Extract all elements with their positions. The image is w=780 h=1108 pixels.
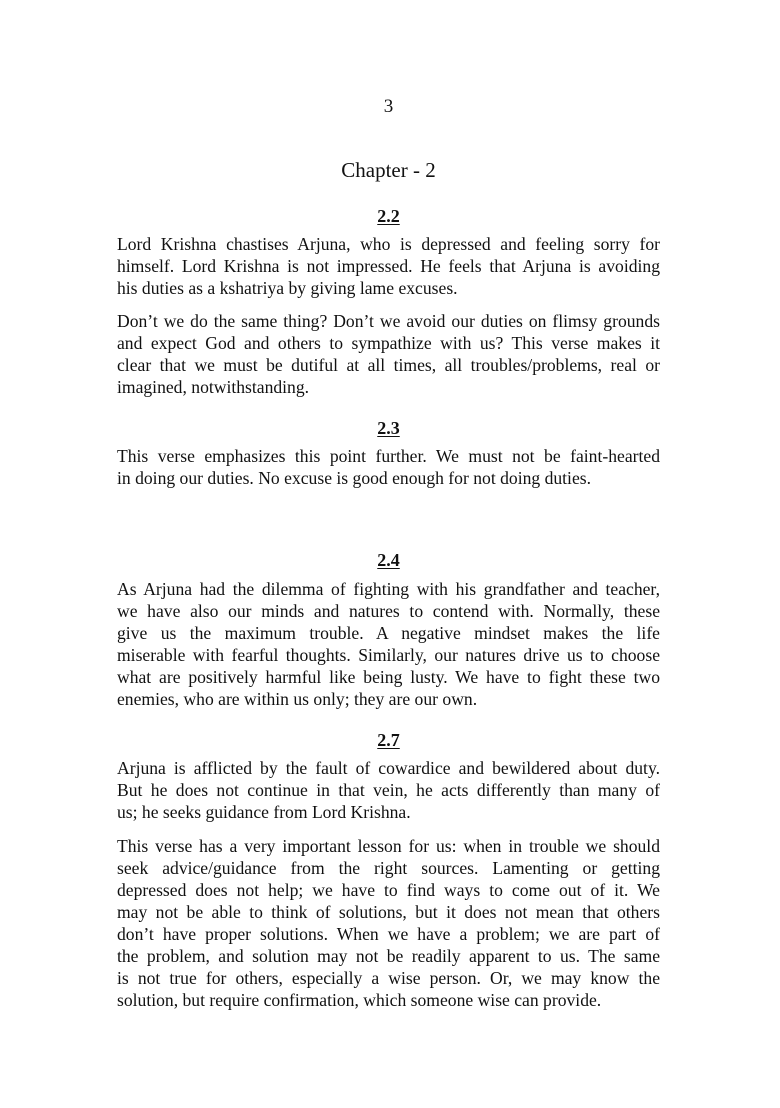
text-line: Arjuna is afflicted by the fault of cowardice and bewildered about duty. [117,758,660,778]
text-line: give us the maximum trouble. A negative mindset makes the life [117,623,660,643]
text-line: seek advice/guidance from the right sources. Lamenting or getting [117,858,660,878]
paragraph [117,578,660,710]
text-line: depressed does not help; we have to find ways to come out of it. We [117,880,660,900]
paragraph [117,835,660,1011]
paragraph [117,445,660,489]
paragraph [117,233,660,299]
verse-heading: 2.3 [377,418,400,438]
text-line: what are positively harmful like being lusty. We have to fight these two [117,667,660,687]
page-number: 3 [383,96,394,117]
verse-heading: 2.4 [377,550,400,570]
text-line: his duties as a kshatriya by giving lame excuses. [117,278,458,298]
text-line: As Arjuna had the dilemma of fighting with his grandfather and teacher, [117,579,660,599]
text-line: himself. Lord Krishna is not impressed. He feels that Arjuna is avoiding [117,256,660,276]
text-line: Lord Krishna chastises Arjuna, who is depressed and feeling sorry for [117,234,660,254]
paragraph [117,757,660,823]
text-line: may not be able to think of solutions, but it does not mean that others [117,902,660,922]
text-line: the problem, and solution may not be readily apparent to us. The same [117,946,660,966]
verse-heading: 2.7 [377,730,400,750]
text-line: enemies, who are within us only; they are our own. [117,689,478,709]
text-line: us; he seeks guidance from Lord Krishna. [117,802,411,822]
text-line: This verse has a very important lesson for us: when in trouble we should [117,836,660,856]
text-line: and expect God and others to sympathize with us? This verse makes it [117,333,660,353]
text-line: don’t have proper solutions. When we have a problem; we are part of [117,924,660,944]
text-line: miserable with fearful thoughts. Similarly, our natures drive us to choose [117,645,660,665]
text-line: solution, but require confirmation, which someone wise can provide. [117,990,602,1010]
text-line: in doing our duties. No excuse is good enough for not doing duties. [117,468,592,488]
text-line: This verse emphasizes this point further. We must not be faint-hearted [117,446,660,466]
text-line: clear that we must be dutiful at all times, all troubles/problems, real or [117,355,660,375]
text-line: But he does not continue in that vein, he acts differently than many of [117,780,660,800]
text-line: imagined, notwithstanding. [117,377,310,397]
text-line: Don’t we do the same thing? Don’t we avoid our duties on flimsy grounds [117,311,660,331]
chapter-title: Chapter - 2 [341,158,436,182]
text-line: we have also our minds and natures to contend with. Normally, these [117,601,660,621]
verse-heading: 2.2 [377,206,400,226]
paragraph [117,310,660,398]
text-line: is not true for others, especially a wise person. Or, we may know the [117,968,660,988]
